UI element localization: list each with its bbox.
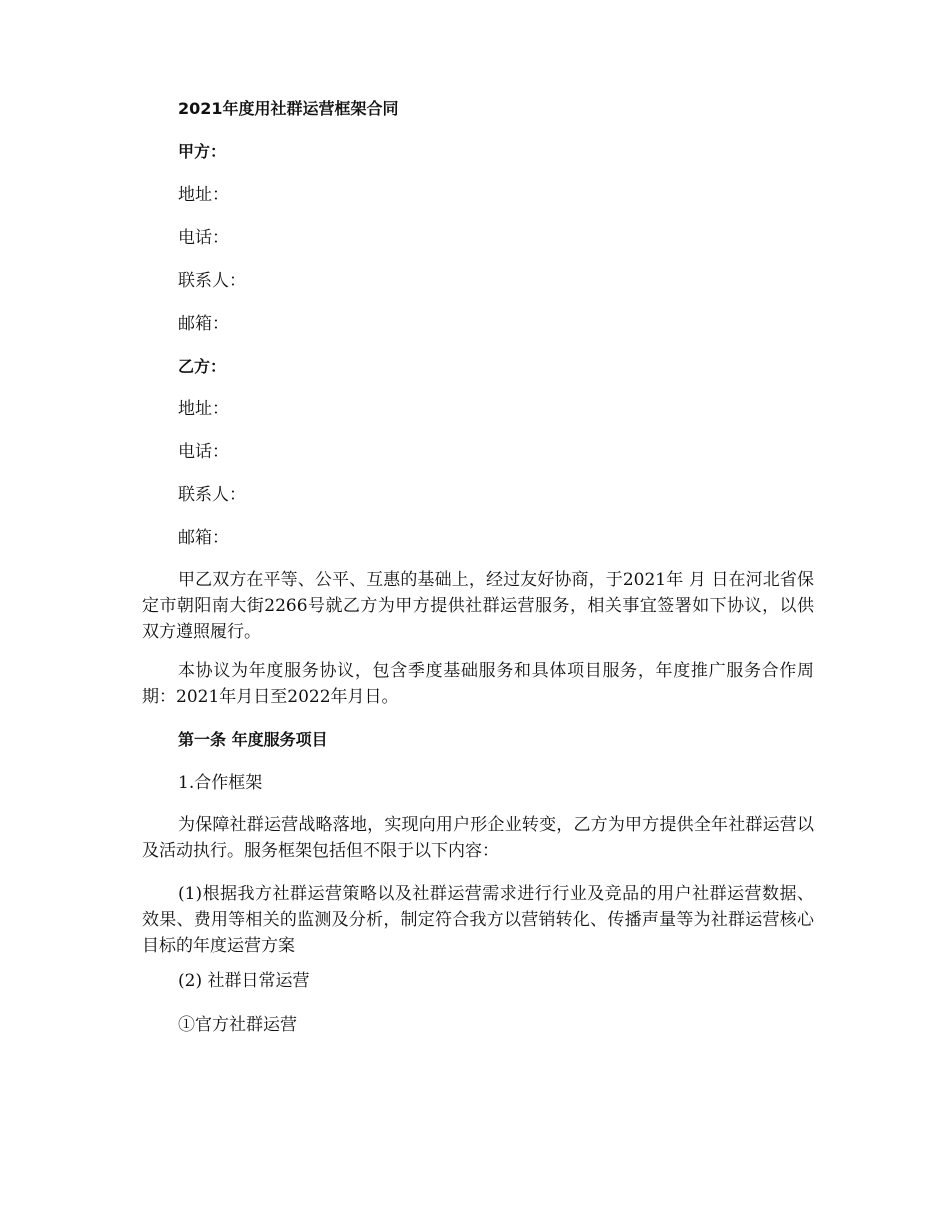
- party-b-contact: 联系人：: [178, 485, 246, 505]
- party-b-heading: 乙方：: [178, 357, 227, 376]
- item-2-heading: (2) 社群日常运营: [178, 971, 310, 991]
- party-b-address: 地址：: [178, 399, 229, 419]
- party-a-address: 地址：: [178, 185, 229, 205]
- party-a-heading: 甲方：: [178, 142, 227, 161]
- item-1-text: (1)根据我方社群运营策略以及社群运营需求进行行业及竞品的用户社群运营数据、效果、费用等相关的监测及分析，制定符合我方以营销转化、传播声量等为社群运营核心目标的年度运营方案: [142, 884, 814, 956]
- party-a-email: 邮箱：: [178, 314, 229, 334]
- party-a-phone: 电话：: [178, 228, 229, 248]
- article-one-heading: 第一条 年度服务项目: [178, 730, 328, 749]
- section-1-heading: 1.合作框架: [178, 773, 263, 793]
- party-b-phone: 电话：: [178, 442, 229, 462]
- party-b-email: 邮箱：: [178, 528, 229, 548]
- document-title: 2021年度用社群运营框架合同: [178, 99, 399, 118]
- item-2-sub-1: ①官方社群运营: [178, 1015, 297, 1035]
- intro-paragraph: 甲乙双方在平等、公平、互惠的基础上，经过友好协商，于2021年 月 日在河北省保定市朝阳南大街2266号就乙方为甲方提供社群运营服务，相关事宜签署如下协议，以供双方遵照履行。: [142, 570, 814, 642]
- section-1-text: 为保障社群运营战略落地，实现向用户形企业转变，乙方为甲方提供全年社群运营以及活动执行。服务框架包括但不限于以下内容：: [142, 815, 814, 861]
- term-paragraph: 本协议为年度服务协议，包含季度基础服务和具体项目服务，年度推广服务合作周期：2021年月日至2022年月日。: [142, 661, 814, 707]
- party-a-contact: 联系人：: [178, 271, 246, 291]
